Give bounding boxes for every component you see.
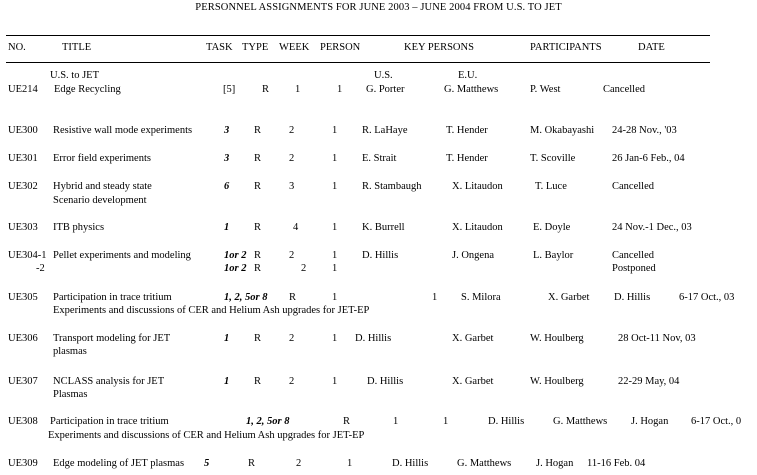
row-person: 1 (337, 84, 343, 95)
row-date: Cancelled (612, 181, 654, 192)
row-no: UE303 (8, 222, 38, 233)
col-header-participants: PARTICIPANTS (530, 42, 602, 53)
row-week: 2 (289, 125, 295, 136)
row-person: 1 (347, 458, 353, 469)
row-us: R. LaHaye (362, 125, 408, 136)
row-us: G. Porter (366, 84, 405, 95)
row-participant: W. Houlberg (530, 333, 584, 344)
row-participant: T. Scoville (530, 153, 576, 164)
row-participant: M. Okabayashi (530, 125, 595, 136)
row-person: 1 (332, 181, 338, 192)
row-task: 3 (224, 125, 230, 136)
row-task: 5 (204, 458, 210, 469)
row-week: 2 (289, 153, 295, 164)
row-date-line2: Postponed (612, 263, 656, 274)
col-header-person: PERSON (320, 42, 361, 53)
row-no-line2: -2 (36, 263, 45, 274)
row-title: Pellet experiments and modeling (53, 250, 191, 261)
row-type: R (254, 222, 262, 233)
document-title: PERSONNEL ASSIGNMENTS FOR JUNE 2003 – JUNE 2004 FROM U.S. TO JET (195, 2, 562, 13)
col-header-key-persons: KEY PERSONS (404, 42, 474, 53)
row-eu: X. Garbet (548, 292, 590, 303)
row-week-line2: 2 (301, 263, 307, 274)
header-rule-top (6, 35, 710, 36)
row-task: 1, 2, 5or 8 (224, 292, 268, 303)
col-header-no: NO. (8, 42, 26, 53)
row-title: Error field experiments (53, 153, 151, 164)
col-header-title: TITLE (62, 42, 92, 53)
row-person: 1 (432, 292, 438, 303)
row-task: 1 (224, 222, 230, 233)
row-title: Transport modeling for JET (53, 333, 171, 344)
row-eu: X. Litaudon (452, 181, 503, 192)
row-no: UE301 (8, 153, 38, 164)
subheader-us: U.S. (374, 70, 393, 81)
row-no: UE214 (8, 84, 38, 95)
row-participant: D. Hillis (614, 292, 651, 303)
row-eu: X. Garbet (452, 333, 494, 344)
row-type: R (254, 153, 262, 164)
row-title: Edge modeling of JET plasmas (53, 458, 185, 469)
row-type: R (254, 250, 262, 261)
row-title-line2: plasmas (53, 346, 87, 357)
row-person: 1 (332, 222, 338, 233)
row-date: 28 Oct-11 Nov, 03 (618, 333, 696, 344)
row-us: R. Stambaugh (362, 181, 422, 192)
row-participant: L. Baylor (533, 250, 574, 261)
header-rule-bottom (6, 62, 710, 63)
row-week: 1 (295, 84, 301, 95)
row-week: 4 (293, 222, 299, 233)
row-us: K. Burrell (362, 222, 405, 233)
row-type: R (248, 458, 256, 469)
row-task: 1or 2 (224, 250, 247, 261)
row-week: 2 (289, 376, 295, 387)
row-us: E. Strait (362, 153, 397, 164)
row-date: 6-17 Oct., 0 (691, 416, 742, 427)
row-person-line2: 1 (332, 263, 338, 274)
row-week: 3 (289, 181, 295, 192)
row-title: Hybrid and steady state (53, 181, 152, 192)
row-person: 1 (332, 250, 338, 261)
row-no: UE305 (8, 292, 38, 303)
row-participant: T. Luce (535, 181, 567, 192)
row-person: 1 (332, 153, 338, 164)
row-no: UE308 (8, 416, 38, 427)
row-task: 1 (224, 376, 230, 387)
row-type: R (254, 125, 262, 136)
row-task: 6 (224, 181, 230, 192)
row-date: Cancelled (603, 84, 645, 95)
row-person: 1 (332, 376, 338, 387)
row-no: UE309 (8, 458, 38, 469)
row-participant: P. West (530, 84, 561, 95)
row-no: UE306 (8, 333, 38, 344)
row-us: S. Milora (461, 292, 501, 303)
row-no: UE307 (8, 376, 38, 387)
row-date: Cancelled (612, 250, 654, 261)
row-no: UE300 (8, 125, 38, 136)
row-date: 24-28 Nov., '03 (612, 125, 677, 136)
row-type: R (343, 416, 351, 427)
row-title: Resistive wall mode experiments (53, 125, 193, 136)
row-week: 1 (393, 416, 399, 427)
row-eu: X. Garbet (452, 376, 494, 387)
col-header-type: TYPE (242, 42, 269, 53)
row-eu: G. Matthews (457, 458, 512, 469)
row-week: 2 (289, 250, 295, 261)
row-task-line2: 1or 2 (224, 263, 247, 274)
row-eu: X. Litaudon (452, 222, 503, 233)
row-eu: J. Ongena (452, 250, 494, 261)
row-eu: T. Hender (446, 153, 488, 164)
row-title: ITB physics (53, 222, 105, 233)
row-task: [5] (223, 84, 236, 95)
row-eu: T. Hender (446, 125, 488, 136)
row-no: UE302 (8, 181, 38, 192)
row-us: D. Hillis (488, 416, 525, 427)
row-title-line2: Experiments and discussions of CER and Helium Ash upgrades for JET-EP (48, 430, 365, 441)
col-header-date: DATE (638, 42, 665, 53)
row-title-line2: Plasmas (53, 389, 88, 400)
col-header-task: TASK (206, 42, 233, 53)
row-date: 22-29 May, 04 (618, 376, 680, 387)
row-person: 1 (332, 125, 338, 136)
row-person: 1 (332, 333, 338, 344)
row-no: UE304-1 (8, 250, 47, 261)
col-header-week: WEEK (279, 42, 310, 53)
row-us: D. Hillis (362, 250, 399, 261)
row-title: NCLASS analysis for JET (53, 376, 165, 387)
row-task: 1 (224, 333, 230, 344)
row-task: 1, 2, 5or 8 (246, 416, 290, 427)
row-participant: E. Doyle (533, 222, 571, 233)
row-title-line2: Scenario development (53, 195, 147, 206)
row-type-line2: R (254, 263, 262, 274)
row-eu: G. Matthews (553, 416, 608, 427)
row-date: 11-16 Feb. 04 (587, 458, 646, 469)
row-participant: W. Houlberg (530, 376, 584, 387)
section-label: U.S. to JET (50, 70, 100, 81)
row-title-line2: Experiments and discussions of CER and Helium Ash upgrades for JET-EP (53, 305, 370, 316)
row-type: R (262, 84, 270, 95)
row-eu: G. Matthews (444, 84, 499, 95)
row-type: R (254, 333, 262, 344)
row-us: D. Hillis (355, 333, 392, 344)
row-date: 26 Jan-6 Feb., 04 (612, 153, 685, 164)
row-title: Participation in trace tritium (50, 416, 169, 427)
row-type: R (289, 292, 297, 303)
row-participant: J. Hogan (536, 458, 574, 469)
row-title: Participation in trace tritium (53, 292, 172, 303)
row-person: 1 (443, 416, 449, 427)
row-type: R (254, 376, 262, 387)
row-week: 2 (296, 458, 302, 469)
row-task: 3 (224, 153, 230, 164)
row-date: 24 Nov.-1 Dec., 03 (612, 222, 692, 233)
subheader-eu: E.U. (458, 70, 478, 81)
row-us: D. Hillis (367, 376, 404, 387)
row-type: R (254, 181, 262, 192)
row-us: D. Hillis (392, 458, 429, 469)
row-title: Edge Recycling (54, 84, 121, 95)
row-date: 6-17 Oct., 03 (679, 292, 735, 303)
row-week: 2 (289, 333, 295, 344)
row-week: 1 (332, 292, 338, 303)
row-participant: J. Hogan (631, 416, 669, 427)
